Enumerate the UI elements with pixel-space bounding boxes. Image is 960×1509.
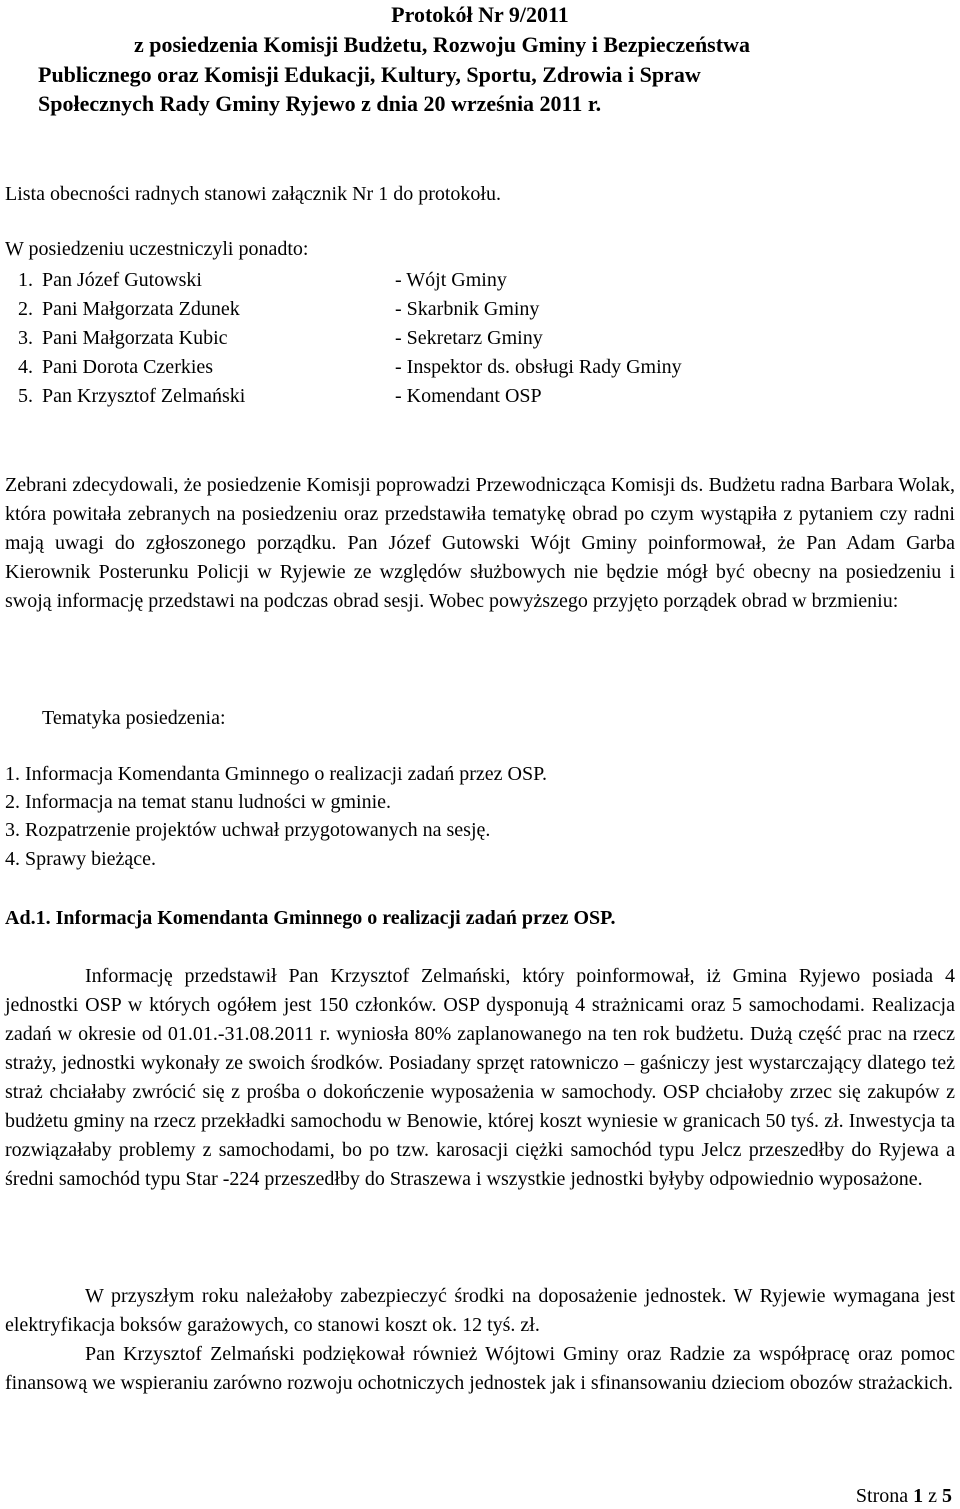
attendee-number: 2.	[18, 298, 33, 320]
title-line-2: z posiedzenia Komisji Budżetu, Rozwoju Gminy i Bezpieczeństwa	[134, 32, 750, 57]
page-word: Strona	[855, 1485, 909, 1507]
attendee-name: Pani Małgorzata Zdunek	[42, 298, 240, 320]
section-paragraph: W przyszłym roku należałoby zabezpieczyć środki na doposażenie jednostek. W Ryjewie wymagana jest elektryfikacja boksów garażowych, co stanowi koszt ok. 12 tyś. zł.	[5, 1285, 955, 1336]
agenda-heading: Tematyka posiedzenia:	[42, 707, 226, 729]
agenda-item: 4. Sprawy bieżące.	[5, 848, 157, 870]
attendees-intro: W posiedzeniu uczestniczyli ponadto:	[5, 238, 309, 260]
document-title: Protokół Nr 9/2011	[391, 2, 569, 27]
attendee-name: Pani Dorota Czerkies	[42, 356, 214, 378]
agenda-item: 1. Informacja Komendanta Gminnego o realizacji zadań przez OSP.	[5, 763, 548, 785]
attendee-name: Pan Józef Gutowski	[42, 269, 202, 291]
attendee-role: - Inspektor ds. obsługi Rady Gminy	[395, 356, 682, 378]
attendee-name: Pani Małgorzata Kubic	[42, 327, 228, 349]
attendee-role: - Wójt Gminy	[395, 269, 507, 291]
attendee-row	[0, 266, 960, 294]
section-heading: Ad.1. Informacja Komendanta Gminnego o realizacji zadań przez OSP.	[5, 907, 616, 929]
attendee-number: 3.	[18, 327, 33, 349]
attendee-number: 5.	[18, 385, 33, 407]
attendee-role: - Skarbnik Gminy	[395, 298, 540, 320]
page-footer	[856, 1485, 952, 1508]
attendee-row	[0, 382, 960, 410]
page-of-word: z	[928, 1485, 937, 1507]
attendee-number: 4.	[18, 356, 33, 378]
title-line-3: Publicznego oraz Komisji Edukacji, Kultury, Sportu, Zdrowia i Spraw	[38, 62, 701, 87]
page-number: 1	[913, 1485, 924, 1507]
agenda-item: 2. Informacja na temat stanu ludności w gminie.	[5, 791, 392, 813]
agenda-item: 3. Rozpatrzenie projektów uchwał przygotowanych na sesję.	[5, 819, 491, 841]
attendee-row	[0, 324, 960, 352]
section-paragraph: Informację przedstawił Pan Krzysztof Zelmański, który poinformował, iż Gmina Ryjewo posiada 4 jednostki OSP w których ogółem jest 150 członków. OSP dysponują 4 strażnicami oraz 5 samochodami. Realizacja zadań w okresie od 01.01.-31.08.2011 r. wyniosła 80% zaplanowanego na ten rok budżetu. Dużą część prac na rzecz straży, jednostki wykonały ze swoich środków. Posiadany sprzęt ratowniczo – gaśniczy jest wystarczający dlatego też straż chciałaby zwrócić się z prośba o dokończenie wyposażenia w samochody. OSP chciałoby zrzec się zakupów z budżetu gminy na rzecz przekładki samochodu w Benowie, której koszt wyniesie w granicach 50 tyś. zł. Inwestycja ta rozwiązałaby problemy z samochodami, bo po tzw. karosacji ciężki samochód typu Jelcz przeszedłby do Ryjewa a średni samochód typu Star -224 przeszedłby do Straszewa i wszystkie jednostki byłyby odpowiednio wyposażone.	[5, 965, 955, 1190]
section-paragraph: Pan Krzysztof Zelmański podziękował również Wójtowi Gminy oraz Radzie za współpracę oraz pomoc finansową we wspieraniu zarówno rozwoju ochotniczych jednostek jak i sfinansowaniu dzieciom obozów strażackich.	[5, 1343, 955, 1394]
attendee-number: 1.	[18, 269, 33, 291]
attendee-row	[0, 353, 960, 381]
attendee-role: - Komendant OSP	[395, 385, 542, 407]
attendance-note: Lista obecności radnych stanowi załącznik Nr 1 do protokołu.	[5, 183, 501, 205]
attendee-name: Pan Krzysztof Zelmański	[42, 385, 246, 407]
page-total: 5	[942, 1485, 952, 1507]
attendee-role: - Sekretarz Gminy	[395, 327, 543, 349]
attendee-row	[0, 295, 960, 323]
intro-paragraph: Zebrani zdecydowali, że posiedzenie Komisji poprowadzi Przewodnicząca Komisji ds. Budżetu radna Barbara Wolak, która powitała zebranych na posiedzeniu oraz przedstawiła tematykę obrad po czym wystąpiła z pytaniem czy radni mają uwagi do zgłoszonego porządku. Pan Józef Gutowski Wójt Gminy poinformował, że Pan Adam Garba Kierownik Posterunku Policji w Ryjewie ze względów służbowych nie będzie mógł być obecny na posiedzeniu i swoją informację przedstawi na podczas obrad sesji. Wobec powyższego przyjęto porządek obrad w brzmieniu:	[5, 474, 955, 612]
title-line-4: Społecznych Rady Gminy Ryjewo z dnia 20 września 2011 r.	[38, 91, 602, 116]
